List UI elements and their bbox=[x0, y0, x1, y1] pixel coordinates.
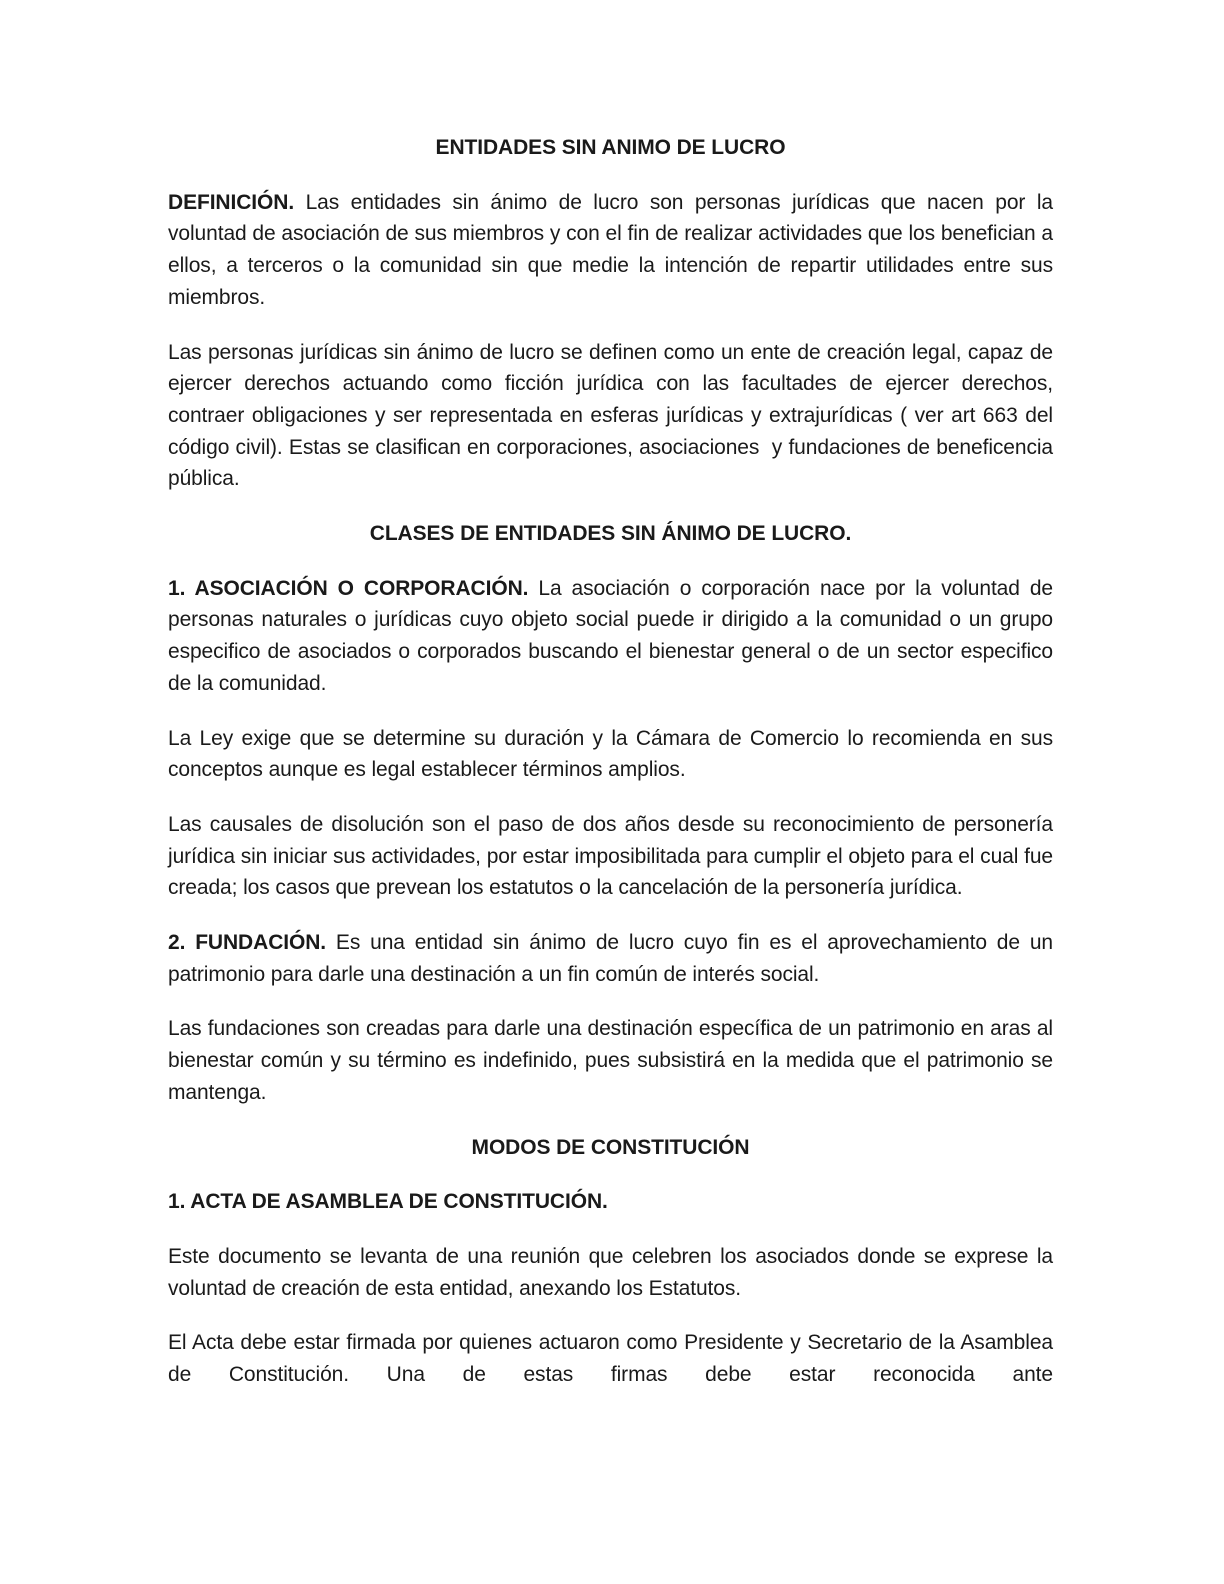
section-heading-clases: CLASES DE ENTIDADES SIN ÁNIMO DE LUCRO. bbox=[369, 522, 852, 546]
paragraph-fundaciones-creadas bbox=[168, 1013, 1053, 1108]
paragraph-lead-definicion: DEFINICIÓN. bbox=[168, 190, 295, 214]
paragraph-text-acta-firmas: El Acta debe estar firmada por quienes actuaron como Presidente y Secretario de la Asamblea de Constitución. Una de estas firmas debe estar reconocida ante bbox=[168, 1331, 1053, 1387]
paragraph-fundacion bbox=[168, 927, 1053, 990]
paragraph-text-fundacion: Es una entidad sin ánimo de lucro cuyo fin es el aprovechamiento de un patrimonio para darle una destinación a un fin común de interés social. bbox=[168, 931, 1053, 986]
paragraph-text-acta-documento: Este documento se levanta de una reunión que celebren los asociados donde se exprese la voluntad de creación de esta entidad, anexando los Estatutos. bbox=[168, 1244, 1053, 1300]
paragraph-definicion bbox=[168, 187, 1053, 314]
paragraph-acta-firmas bbox=[168, 1327, 1053, 1390]
paragraph-text-asociacion: La asociación o corporación nace por la voluntad de personas naturales o jurídicas cuyo objeto social puede ir dirigido a la comunidad o un grupo especifico de asociados o corporados buscando el bienestar general o de un sector especifico de la comunidad. bbox=[168, 576, 1053, 695]
paragraph-text-definicion: Las entidades sin ánimo de lucro son personas jurídicas que nacen por la voluntad de asociación de sus miembros y con el fin de realizar actividades que los benefician a ellos, a terceros o la comunidad sin que medie la intención de repartir utilidades entre sus miembros. bbox=[168, 190, 1053, 309]
paragraph-ley-duracion bbox=[168, 723, 1053, 786]
paragraph-text-ley-duracion: La Ley exige que se determine su duración y la Cámara de Comercio lo recomienda en sus conceptos aunque es legal establecer términos amplios. bbox=[168, 726, 1053, 782]
section-heading-modos: MODOS DE CONSTITUCIÓN bbox=[471, 1135, 750, 1159]
document-title: ENTIDADES SIN ANIMO DE LUCRO bbox=[435, 136, 786, 159]
subheading-acta-asamblea: 1. ACTA DE ASAMBLEA DE CONSTITUCIÓN. bbox=[168, 1190, 608, 1214]
paragraph-causales-disolucion bbox=[168, 809, 1053, 904]
paragraph-text-personas-juridicas: Las personas jurídicas sin ánimo de lucro se definen como un ente de creación legal, capaz de ejercer derechos actuando como ficción jurídica con las facultades de ejercer derechos, contraer obligaciones y ser representada en esferas jurídicas y extrajurídicas ( ver art 663 del código civil). Estas se clasifican en corporaciones, asociaciones y fundaciones de beneficencia pública. bbox=[168, 340, 1053, 491]
paragraph-lead-asociacion: 1. ASOCIACIÓN O CORPORACIÓN. bbox=[168, 576, 529, 600]
paragraph-text-fundaciones-creadas: Las fundaciones son creadas para darle una destinación específica de un patrimonio en aras al bienestar común y su término es indefinido, pues subsistirá en la medida que el patrimonio se mantenga. bbox=[168, 1017, 1053, 1104]
paragraph-lead-fundacion: 2. FUNDACIÓN. bbox=[168, 931, 327, 955]
paragraph-acta-documento bbox=[168, 1241, 1053, 1304]
paragraph-asociacion-corporacion bbox=[168, 573, 1053, 700]
paragraph-personas-juridicas bbox=[168, 337, 1053, 496]
paragraph-text-causales-disolucion: Las causales de disolución son el paso de dos años desde su reconocimiento de personería jurídica sin iniciar sus actividades, por estar imposibilitada para cumplir el objeto para el cual fue creada; los casos que prevean los estatutos o la cancelación de la personería jurídica. bbox=[168, 812, 1053, 900]
